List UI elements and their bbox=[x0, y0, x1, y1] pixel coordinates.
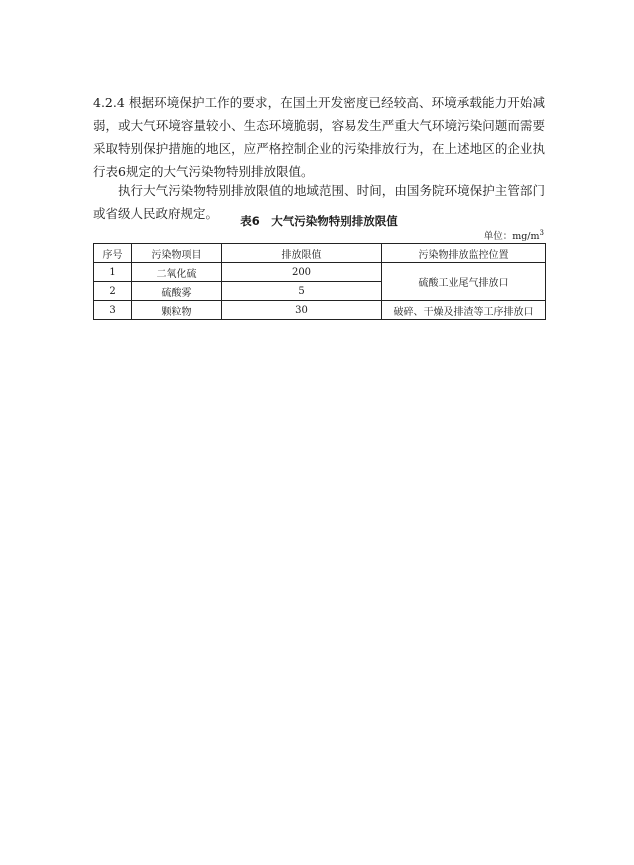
unit-label bbox=[484, 228, 544, 242]
table-row bbox=[94, 263, 546, 282]
cell-item: 二氧化硫 bbox=[132, 263, 222, 282]
unit-text: 单位：mg/m bbox=[483, 231, 540, 242]
cell-no: 2 bbox=[94, 282, 132, 301]
cell-limit: 30 bbox=[222, 301, 382, 320]
table-header-row bbox=[94, 244, 546, 263]
emission-limits-table bbox=[93, 243, 546, 320]
cell-limit: 200 bbox=[222, 263, 382, 282]
table-title: 表6 大气污染物特别排放限值 bbox=[240, 214, 398, 228]
cell-location: 破碎、干燥及排渣等工序排放口 bbox=[382, 301, 546, 320]
cell-item: 颗粒物 bbox=[132, 301, 222, 320]
header-item: 污染物项目 bbox=[132, 244, 222, 263]
paragraph-execution-scope: 执行大气污染物特别排放限值的地域范围、时间，由国务院环境保护主管部门或省级人民政府规定。 bbox=[93, 183, 545, 221]
cell-item: 硫酸雾 bbox=[132, 282, 222, 301]
header-limit: 排放限值 bbox=[222, 244, 382, 263]
table-row bbox=[94, 301, 546, 320]
paragraph-4-2-4: 4.2.4 根据环境保护工作的要求，在国土开发密度已经较高、环境承载能力开始减弱，或大气环境容量较小、生态环境脆弱，容易发生严重大气环境污染问题而需要采取特别保护措施的地区，应严格控制企业的污染排放行为，在上述地区的企业执行表6规定的大气污染物特别排放限值。 bbox=[93, 95, 545, 179]
header-no: 序号 bbox=[94, 244, 132, 263]
header-location: 污染物排放监控位置 bbox=[382, 244, 546, 263]
cell-limit: 5 bbox=[222, 282, 382, 301]
cell-no: 1 bbox=[94, 263, 132, 282]
cell-no: 3 bbox=[94, 301, 132, 320]
cell-location: 硫酸工业尾气排放口 bbox=[382, 263, 546, 301]
unit-exponent: 3 bbox=[539, 228, 544, 237]
